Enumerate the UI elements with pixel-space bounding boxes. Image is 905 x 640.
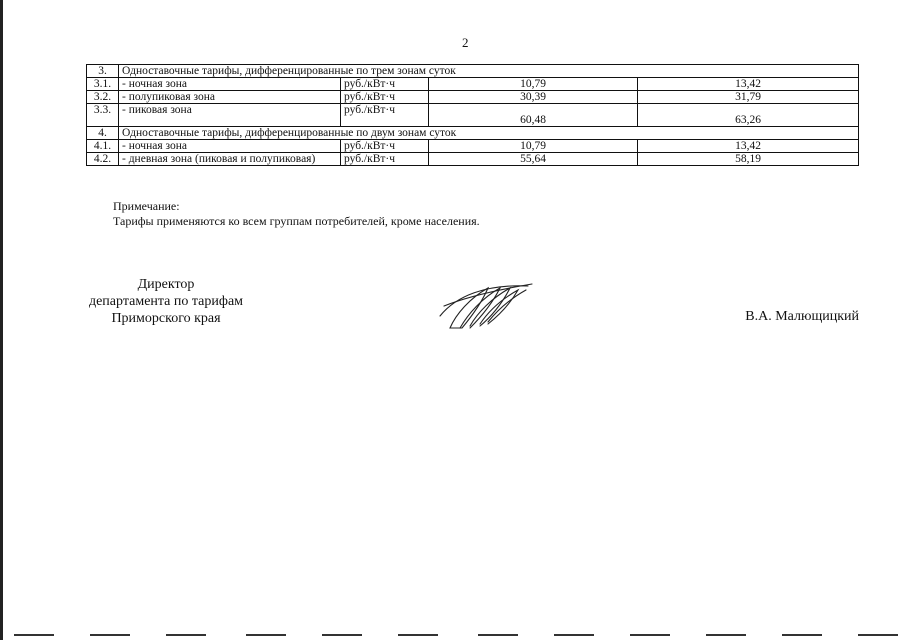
row-unit: руб./кВт·ч	[341, 91, 429, 104]
row-label: - пиковая зона	[119, 104, 341, 127]
row-value-2: 13,42	[638, 78, 859, 91]
signatory-line: Директор	[137, 277, 195, 292]
page-number: 2	[462, 35, 469, 50]
note-block	[113, 199, 480, 229]
row-unit: руб./кВт·ч	[341, 104, 429, 127]
row-label: - полупиковая зона	[119, 91, 341, 104]
table-row	[87, 78, 859, 91]
table-row	[87, 104, 859, 127]
table-row	[87, 65, 859, 78]
row-number: 4.	[87, 127, 119, 140]
table-row	[87, 91, 859, 104]
tariff-table	[86, 64, 859, 166]
row-number: 4.1.	[87, 140, 119, 153]
row-value-2: 31,79	[638, 91, 859, 104]
row-unit: руб./кВт·ч	[341, 153, 429, 166]
row-label: - дневная зона (пиковая и полупиковая)	[119, 153, 341, 166]
table-row	[87, 140, 859, 153]
scan-footer-marks	[0, 634, 905, 637]
row-value-1: 55,64	[429, 153, 638, 166]
note-text: Тарифы применяются ко всем группам потребителей, кроме населения.	[113, 214, 480, 228]
row-value-1: 60,48	[429, 104, 638, 127]
row-value-1: 10,79	[429, 140, 638, 153]
row-number: 3.	[87, 65, 119, 78]
signer-name: В.А. Малющицкий	[745, 309, 859, 324]
row-unit: руб./кВт·ч	[341, 78, 429, 91]
signatory-line: департамента по тарифам	[88, 294, 244, 309]
row-value-1: 10,79	[429, 78, 638, 91]
section-title: Одноставочные тарифы, дифференцированные по трем зонам суток	[119, 65, 859, 78]
row-value-2: 58,19	[638, 153, 859, 166]
signatory-line: Приморского края	[111, 311, 221, 326]
row-number: 3.2.	[87, 91, 119, 104]
row-number: 4.2.	[87, 153, 119, 166]
note-title: Примечание:	[113, 199, 180, 213]
page-edge	[0, 0, 3, 640]
row-unit: руб./кВт·ч	[341, 140, 429, 153]
row-value-2: 63,26	[638, 104, 859, 127]
table-row	[87, 153, 859, 166]
signatory-title	[76, 276, 256, 327]
section-title: Одноставочные тарифы, дифференцированные по двум зонам суток	[119, 127, 859, 140]
row-number: 3.3.	[87, 104, 119, 127]
row-label: - ночная зона	[119, 78, 341, 91]
row-value-1: 30,39	[429, 91, 638, 104]
row-value-2: 13,42	[638, 140, 859, 153]
handwritten-signature	[436, 276, 536, 336]
row-label: - ночная зона	[119, 140, 341, 153]
table-row	[87, 127, 859, 140]
row-number: 3.1.	[87, 78, 119, 91]
